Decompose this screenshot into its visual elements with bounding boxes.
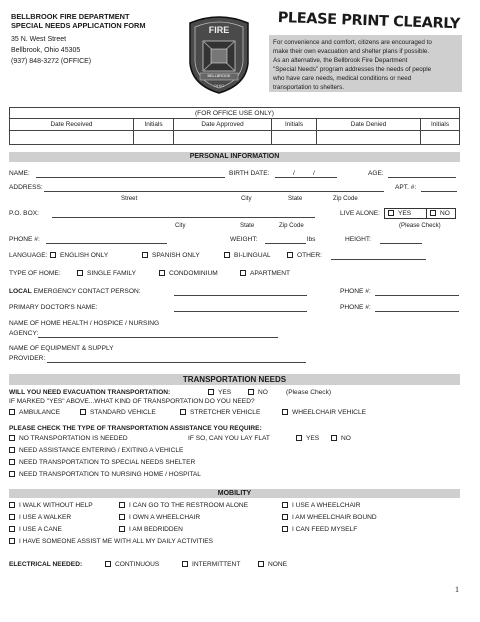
evac-question-text: WILL YOU NEED EVACUATION TRANSPORTATION: — [9, 389, 171, 396]
mobility-header: MOBILITY — [9, 489, 460, 498]
address-label: ADDRESS: — [9, 184, 43, 191]
option-label: STRETCHER VEHICLE — [190, 409, 261, 416]
checkbox-icon — [248, 389, 254, 395]
evac-no[interactable] — [248, 389, 268, 396]
age-label: AGE: — [368, 170, 384, 177]
header-initials: Initials — [134, 119, 174, 130]
option-label: ENGLISH ONLY — [60, 252, 109, 259]
sub-label-city: City — [175, 222, 186, 229]
checkbox-icon — [105, 561, 111, 567]
assistance-question: PLEASE CHECK THE TYPE OF TRANSPORTATION ASSISTANCE YOU REQUIRE: — [9, 425, 262, 432]
option-label: I USE A WALKER — [19, 514, 72, 521]
checkbox-icon — [287, 252, 293, 258]
language-label: LANGUAGE: — [9, 252, 48, 259]
date-denied-cell[interactable] — [317, 131, 421, 144]
height-label: HEIGHT: — [345, 236, 372, 243]
option-label: CONTINUOUS — [115, 561, 160, 568]
option-other-language[interactable] — [287, 252, 322, 259]
option-bedridden[interactable] — [119, 526, 183, 533]
initials-cell[interactable] — [272, 131, 317, 144]
emergency-contact-label — [9, 288, 141, 295]
yes-label: YES — [218, 389, 232, 396]
apt-label: APT. #: — [395, 184, 417, 191]
initials-cell[interactable] — [421, 131, 459, 144]
option-shelter-transport[interactable] — [9, 459, 195, 466]
other-language-field[interactable] — [331, 259, 426, 260]
live-alone-yes[interactable] — [385, 209, 427, 218]
equipment-label: NAME OF EQUIPMENT & SUPPLY — [9, 345, 114, 352]
option-label: I WALK WITHOUT HELP — [19, 502, 93, 509]
checkbox-icon — [224, 252, 230, 258]
apt-field[interactable] — [421, 191, 457, 192]
header-initials: Initials — [430, 121, 450, 128]
header-date-approved: Date Approved — [174, 119, 272, 130]
option-label: I USE A CANE — [19, 526, 62, 533]
birth-date-field[interactable] — [275, 177, 337, 178]
option-use-cane[interactable] — [9, 526, 62, 533]
weight-label: WEIGHT: — [230, 236, 258, 243]
option-label: NONE — [268, 561, 288, 568]
emergency-contact-field[interactable] — [174, 295, 307, 296]
phone-field[interactable] — [46, 243, 167, 244]
checkbox-icon — [388, 210, 394, 216]
option-label: I AM BEDRIDDEN — [129, 526, 183, 533]
option-label: NO TRANSPORTATION IS NEEDED — [19, 435, 128, 442]
logo-top-text: FIRE — [208, 25, 230, 35]
checkbox-icon — [119, 502, 125, 508]
po-box-field[interactable] — [52, 217, 315, 218]
sub-label-zip: Zip Code — [333, 195, 358, 202]
doctor-label: PRIMARY DOCTOR'S NAME: — [9, 304, 98, 311]
no-label: NO — [341, 435, 351, 442]
option-label: SINGLE FAMILY — [87, 270, 136, 277]
option-none[interactable] — [258, 561, 287, 568]
checkbox-icon — [119, 526, 125, 532]
option-label: NEED ASSISTANCE ENTERING / EXITING A VEHICLE — [19, 447, 184, 454]
option-label: I CAN GO TO THE RESTROOM ALONE — [129, 502, 249, 509]
birth-date-label: BIRTH DATE: — [229, 170, 270, 177]
age-field[interactable] — [388, 177, 456, 178]
phone-label: PHONE #: — [9, 236, 40, 243]
checkbox-icon — [9, 471, 15, 477]
provider-label: PROVIDER: — [9, 355, 46, 362]
checkbox-icon — [180, 409, 186, 415]
option-label: INTERMITTENT — [192, 561, 241, 568]
name-label: NAME: — [9, 170, 30, 177]
option-daily-assistance[interactable] — [9, 538, 213, 545]
po-box-label: P.O. BOX: — [9, 210, 39, 217]
option-feed-myself[interactable] — [282, 526, 357, 533]
option-label: STANDARD VEHICLE — [90, 409, 156, 416]
checkbox-icon — [430, 210, 436, 216]
name-field[interactable] — [36, 177, 225, 178]
option-continuous[interactable] — [105, 561, 159, 568]
checkbox-icon — [9, 447, 15, 453]
transportation-header: TRANSPORTATION NEEDS — [9, 374, 460, 385]
emergency-phone-label: PHONE #: — [340, 288, 371, 295]
date-received-cell[interactable] — [10, 131, 134, 144]
option-label: I HAVE SOMEONE ASSIST ME WITH ALL MY DAILY ACTIVITIES — [19, 538, 214, 545]
agency-label: AGENCY: — [9, 330, 39, 337]
checkbox-icon — [80, 409, 86, 415]
intro-line: "Special Needs" program addresses the needs of people — [273, 66, 432, 73]
checkbox-icon — [282, 409, 288, 415]
option-label: APARTMENT — [250, 270, 291, 277]
intro-line: transportation to shelters. — [273, 84, 345, 91]
page-number: 1 — [455, 585, 459, 594]
checkbox-icon — [9, 538, 15, 544]
checkbox-icon — [258, 561, 264, 567]
option-label: I USE A WHEELCHAIR — [292, 502, 361, 509]
option-label: I AM WHEELCHAIR BOUND — [292, 514, 377, 521]
yes-label: YES — [306, 435, 320, 442]
checkbox-icon — [9, 514, 15, 520]
checkbox-icon — [331, 435, 337, 441]
office-use-title: (FOR OFFICE USE ONLY) — [10, 108, 459, 119]
please-check-note: (Please Check) — [399, 222, 441, 229]
checkbox-icon — [9, 409, 15, 415]
sub-label-state: State — [240, 222, 255, 229]
yes-label: YES — [398, 210, 412, 217]
option-use-wheelchair[interactable] — [282, 502, 361, 509]
option-label: I CAN FEED MYSELF — [292, 526, 358, 533]
option-wheelchair-bound[interactable] — [282, 514, 377, 521]
provider-field[interactable] — [47, 362, 306, 363]
intro-line: make their own evacuation and shelter plans if possible. — [273, 48, 430, 55]
checkbox-icon — [240, 270, 246, 276]
personal-info-header: PERSONAL INFORMATION — [9, 152, 460, 162]
option-label: SPANISH ONLY — [152, 252, 200, 259]
checkbox-icon — [9, 526, 15, 532]
sub-label-state: State — [288, 195, 303, 202]
option-english-only[interactable] — [50, 252, 108, 259]
lay-flat-no[interactable] — [331, 435, 351, 442]
checkbox-icon — [9, 459, 15, 465]
no-label: NO — [258, 389, 268, 396]
header-initials: Initials — [272, 119, 317, 130]
checkbox-icon — [282, 502, 288, 508]
header-date-denied: Date Denied — [317, 119, 421, 130]
option-label: NEED TRANSPORTATION TO SPECIAL NEEDS SHELTER — [19, 459, 196, 466]
checkbox-icon — [159, 270, 165, 276]
logo-state-text: OHIO — [213, 83, 225, 88]
checkbox-icon — [142, 252, 148, 258]
doctor-phone-field[interactable] — [375, 311, 459, 312]
sub-label-city: City — [241, 195, 252, 202]
checkbox-icon — [282, 526, 288, 532]
sub-label-zip: Zip Code — [279, 222, 304, 229]
checkbox-icon — [9, 502, 15, 508]
live-alone-label: LIVE ALONE: — [340, 210, 380, 217]
option-single-family[interactable] — [77, 270, 136, 277]
print-clearly-headline: PLEASE PRINT CLEARLY — [277, 10, 461, 33]
checkbox-icon — [50, 252, 56, 258]
option-label: AMBULANCE — [19, 409, 61, 416]
no-label: NO — [440, 210, 450, 217]
lay-flat-yes[interactable] — [296, 435, 319, 442]
electrical-label: ELECTRICAL NEEDED: — [9, 561, 83, 568]
checkbox-icon — [208, 389, 214, 395]
option-assist-entering[interactable] — [9, 447, 183, 454]
evac-yes[interactable] — [208, 389, 231, 396]
weight-field[interactable] — [265, 243, 306, 244]
option-ambulance[interactable] — [9, 409, 60, 416]
checkbox-icon — [119, 514, 125, 520]
intro-line: As an alternative, the Bellbrook Fire Department — [273, 57, 408, 64]
address-street: 35 N. West Street — [11, 36, 67, 43]
evac-please-check: (Please Check) — [286, 389, 332, 396]
option-apartment[interactable] — [240, 270, 290, 277]
agency-field[interactable] — [38, 337, 278, 338]
option-restroom-alone[interactable] — [119, 502, 248, 509]
evac-question — [9, 389, 170, 396]
option-label: WHEELCHAIR VEHICLE — [292, 409, 367, 416]
option-label: CONDOMINIUM — [169, 270, 218, 277]
logo-banner-text: BELLBROOK — [207, 74, 231, 78]
option-use-walker[interactable] — [9, 514, 71, 521]
address-field[interactable] — [44, 191, 384, 192]
office-use-table — [9, 107, 460, 145]
checkbox-icon — [296, 435, 302, 441]
checkbox-icon — [9, 435, 15, 441]
option-condominium[interactable] — [159, 270, 218, 277]
option-own-wheelchair[interactable] — [119, 514, 200, 521]
option-intermittent[interactable] — [182, 561, 240, 568]
option-spanish-only[interactable] — [142, 252, 200, 259]
option-walk-without-help[interactable] — [9, 502, 93, 509]
option-stretcher-vehicle[interactable] — [180, 409, 260, 416]
option-label: OTHER: — [297, 252, 322, 259]
option-bilingual[interactable] — [224, 252, 271, 259]
emergency-label-text: EMERGENCY CONTACT PERSON: — [33, 288, 141, 295]
option-standard-vehicle[interactable] — [80, 409, 156, 416]
doctor-field[interactable] — [174, 311, 307, 312]
weight-unit: lbs — [307, 236, 316, 243]
form-title: SPECIAL NEEDS APPLICATION FORM — [11, 21, 146, 30]
fire-department-badge-logo — [186, 13, 252, 95]
option-wheelchair-vehicle[interactable] — [282, 409, 366, 416]
live-alone-choice — [384, 208, 456, 219]
emergency-phone-field[interactable] — [375, 295, 459, 296]
option-nursing-home-transport[interactable] — [9, 471, 201, 478]
header-date-received: Date Received — [10, 119, 134, 130]
lay-flat-question: IF SO, CAN YOU LAY FLAT — [188, 435, 270, 442]
height-field[interactable] — [380, 243, 422, 244]
option-no-transportation[interactable] — [9, 435, 128, 442]
home-health-label: NAME OF HOME HEALTH / HOSPICE / NURSING — [9, 320, 160, 327]
address-city: Bellbrook, Ohio 45305 — [11, 47, 81, 54]
org-name: BELLBROOK FIRE DEPARTMENT — [11, 12, 130, 21]
checkbox-icon — [182, 561, 188, 567]
option-label: BI-LINGUAL — [234, 252, 271, 259]
checkbox-icon — [77, 270, 83, 276]
checkbox-icon — [282, 514, 288, 520]
initials-cell[interactable] — [134, 131, 174, 144]
date-approved-cell[interactable] — [174, 131, 272, 144]
live-alone-no[interactable] — [427, 209, 455, 218]
local-bold-label: LOCAL — [9, 288, 32, 295]
intro-line: For convenience and comfort, citizens are encouraged to — [273, 39, 432, 46]
intro-line: who have care needs, medical conditions or need — [273, 75, 412, 82]
office-phone: (937) 848-3272 (OFFICE) — [11, 58, 92, 65]
if-yes-question: IF MARKED "YES" ABOVE...WHAT KIND OF TRANSPORTATION DO YOU NEED? — [9, 398, 255, 405]
type-of-home-label: TYPE OF HOME: — [9, 270, 61, 277]
intro-text-box — [269, 35, 462, 92]
sub-label-street: Street — [121, 195, 138, 202]
option-label: NEED TRANSPORTATION TO NURSING HOME / HOSPITAL — [19, 471, 201, 478]
date-separator: / — [293, 170, 295, 177]
option-label: I OWN A WHEELCHAIR — [129, 514, 201, 521]
date-separator: / — [313, 170, 315, 177]
doctor-phone-label: PHONE #: — [340, 304, 371, 311]
